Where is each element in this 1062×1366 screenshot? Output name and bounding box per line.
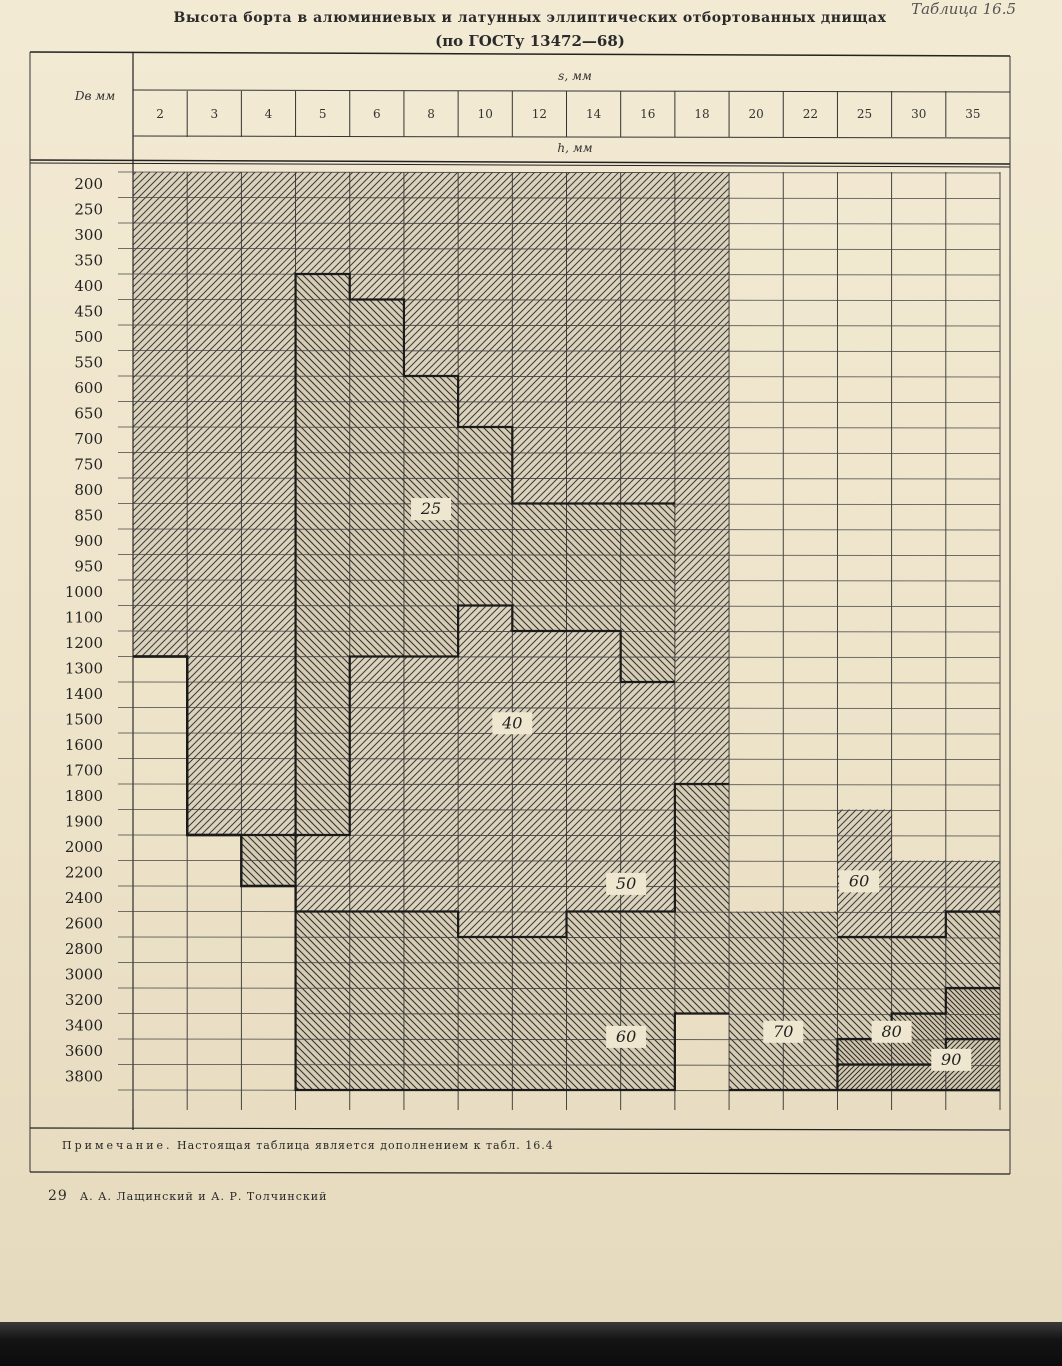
thickness-column-header: 3: [210, 107, 219, 121]
table-number: Таблица 16.5: [911, 0, 1016, 18]
diameter-row-label: 200: [74, 175, 103, 193]
zone-60-lower-region-column: [404, 912, 459, 1091]
diameter-row-label: 1100: [64, 608, 103, 627]
thickness-column-header: 5: [318, 107, 327, 121]
thickness-column-header: 18: [694, 107, 710, 121]
diameter-row-label: 350: [74, 251, 103, 270]
diameter-row-label: 3600: [64, 1042, 103, 1060]
diameter-row-label: 1700: [64, 761, 103, 780]
zone-60-lower-region-column: [350, 912, 405, 1091]
diameter-row-label: 1200: [64, 634, 103, 652]
zone-50-region-column: [458, 606, 513, 938]
diameter-row-label: 1900: [64, 812, 103, 831]
zone-label: 25: [420, 499, 442, 519]
zone-60-upper-region-column: [946, 861, 1001, 912]
thickness-column-header: 16: [640, 107, 656, 121]
diameter-row-label: 550: [74, 353, 103, 372]
thickness-column-header: 10: [477, 107, 493, 121]
header-h-line: [133, 136, 1010, 138]
zone-70-region-column: [892, 937, 947, 1014]
diameter-row-label: 1600: [64, 736, 103, 754]
zone-60-lower-region-column: [296, 912, 351, 1091]
book-authors: А. А. Лащинский и А. Р. Толчинский: [79, 1190, 328, 1203]
frame-top-line: [30, 52, 1010, 56]
zone-40-region-column: [621, 504, 676, 683]
zone-50-region-column: [675, 172, 730, 784]
zone-label: 60: [615, 1026, 637, 1046]
zone-40-region-column: [512, 504, 567, 632]
diameter-row-label: 1400: [64, 685, 103, 703]
zone-25-region-column: [567, 172, 622, 504]
diameter-row-label: 1500: [64, 710, 103, 729]
header-s-line: [133, 90, 1010, 92]
diameter-row-label: 1000: [64, 583, 103, 601]
zone-25-region-column: [133, 172, 188, 657]
frame-bottom-line: [30, 1128, 1010, 1130]
diameter-row-label: 900: [74, 532, 103, 550]
thickness-column-header: 25: [856, 107, 873, 121]
diameter-row-label: 650: [74, 404, 103, 423]
zone-60-lower-region-column: [675, 784, 730, 1014]
zone-60-lower-region-column: [621, 912, 676, 1091]
zone-70-region-column: [729, 912, 784, 1091]
page-number: 29: [48, 1188, 68, 1204]
zone-90-region-column: [837, 1065, 892, 1091]
thickness-column-header: 35: [965, 107, 981, 121]
thickness-column-header: 20: [748, 107, 764, 121]
zone-label: 90: [941, 1049, 962, 1069]
diameter-row-label: 3800: [64, 1067, 103, 1086]
value-label: h, мм: [557, 141, 593, 155]
zone-label: 70: [773, 1021, 794, 1041]
note-lead: Примечание.: [62, 1139, 173, 1152]
diameter-row-label: 3000: [64, 965, 103, 984]
diameter-row-label: 800: [74, 481, 103, 499]
thickness-column-header: 6: [373, 107, 381, 121]
zone-70-region-column: [946, 912, 1001, 989]
zone-label: 40: [502, 713, 523, 733]
diameter-row-label: 2000: [64, 838, 103, 856]
thickness-column-header: 4: [264, 107, 273, 121]
column-group-label: s, мм: [558, 69, 592, 83]
zone-80-region-column: [837, 1039, 892, 1065]
zone-25-region-column: [621, 172, 676, 504]
zone-60-lower-region-column: [567, 912, 622, 1091]
zone-50-region-column: [567, 631, 622, 912]
thickness-column-header: 22: [802, 107, 818, 121]
zone-40-region-column: [458, 427, 513, 606]
diameter-row-label: 1300: [64, 659, 103, 678]
scan-edge-shadow: [0, 1322, 1062, 1366]
table-note: [62, 1139, 554, 1152]
zone-80-region-column: [946, 988, 1001, 1039]
page-footer: [48, 1188, 327, 1204]
diameter-row-label: 500: [74, 328, 103, 346]
table-subtitle: (по ГОСТу 13472—68): [435, 32, 625, 50]
diameter-row-label: 300: [74, 226, 103, 244]
thickness-column-header: 8: [427, 107, 435, 121]
zone-60-lower-region-column: [512, 937, 567, 1090]
diameter-row-label: 450: [74, 302, 103, 321]
thickness-column-header: 30: [911, 107, 927, 121]
thickness-column-header: 2: [156, 107, 164, 121]
diameter-row-label: 2800: [64, 940, 103, 958]
thickness-column-header: 12: [531, 107, 548, 121]
diameter-row-label: 250: [74, 200, 103, 219]
diameter-row-label: 600: [74, 379, 103, 397]
note-bottom-line: [30, 1172, 1010, 1174]
zone-70-region-column: [783, 912, 838, 1091]
thickness-column-header: 14: [585, 107, 602, 121]
diameter-row-label: 3400: [64, 1016, 103, 1035]
diameter-row-label: 850: [74, 506, 103, 525]
table-title: Высота борта в алюминиевых и латунных эллиптических отбортованных днищах: [173, 10, 887, 26]
row-header-label: Dв мм: [74, 89, 116, 103]
zone-50-region-column: [296, 835, 351, 912]
diameter-row-label: 400: [74, 277, 103, 295]
diameter-row-label: 2400: [64, 889, 103, 907]
zone-50-region-column: [512, 631, 567, 937]
diameter-row-label: 950: [74, 557, 103, 576]
zone-40-region-column: [567, 504, 622, 632]
diameter-row-label: 700: [74, 430, 103, 448]
zone-60-upper-region-column: [892, 861, 947, 938]
diameter-row-label: 1800: [64, 787, 103, 805]
zone-25-region-column: [350, 172, 405, 300]
diameter-row-label: 3200: [64, 991, 103, 1009]
zone-label: 50: [615, 873, 637, 893]
diameter-row-label: 750: [74, 455, 103, 474]
note-text: Настоящая таблица является дополнением к табл. 16.4: [177, 1139, 554, 1152]
zone-label: 80: [881, 1021, 902, 1041]
diameter-row-label: 2200: [64, 863, 103, 882]
zone-25-region-column: [512, 172, 567, 504]
diameter-row-label: 2600: [64, 914, 103, 933]
zone-label: 60: [848, 871, 870, 891]
